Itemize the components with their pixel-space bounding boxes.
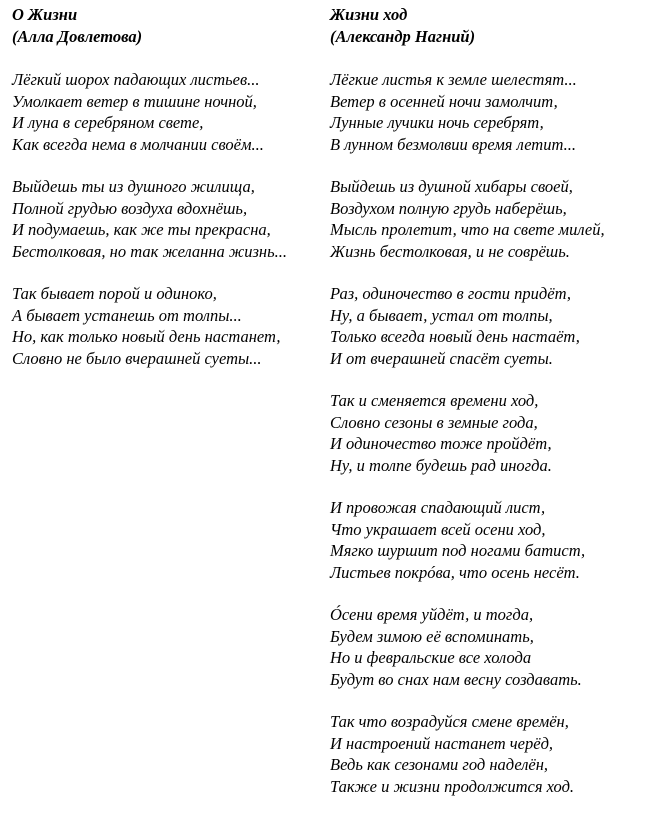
stanza xyxy=(330,390,642,476)
verse-line: Как всегда нема в молчании своём... xyxy=(12,134,264,154)
stanza xyxy=(330,711,642,797)
verse-line: И подумаешь, как же ты прекрасна, xyxy=(12,220,271,239)
verse-line: Выйдешь ты из душного жилища, xyxy=(12,177,255,196)
verse-line: Ветер в осенней ночи замолчит, xyxy=(330,91,558,111)
poem-author: (Александр Нагний) xyxy=(330,27,476,46)
verse-line: Жизнь бестолковая, и не соврёшь. xyxy=(330,241,570,261)
verse-line: Лунные лучики ночь серебрят, xyxy=(330,113,544,132)
poem-title: Жизни ход xyxy=(330,5,408,24)
poem-right xyxy=(330,4,642,818)
verse-line: Выйдешь из душной хибары своей, xyxy=(330,177,573,196)
verse-line: И луна в серебряном свете, xyxy=(12,113,204,132)
verse-line: Умолкает ветер в тишине ночной, xyxy=(12,91,257,111)
verse-line: Словно не было вчерашней суеты... xyxy=(12,348,262,368)
verse-line: И одиночество тоже пройдёт, xyxy=(330,434,552,453)
verse-line: Бестолковая, но так желанна жизнь... xyxy=(12,241,287,261)
verse-line: Раз, одиночество в гости придёт, xyxy=(330,284,572,303)
verse-line: Будем зимою её вспоминать, xyxy=(330,626,534,646)
poem-author: (Алла Довлетова) xyxy=(12,27,143,46)
verse-line: Мягко шуршит под ногами батист, xyxy=(330,541,586,560)
verse-line: Но, как только новый день настанет, xyxy=(12,327,281,346)
verse-line: Так бывает порой и одиноко, xyxy=(12,284,217,303)
verse-line: Словно сезоны в земные года, xyxy=(330,412,538,432)
stanza xyxy=(12,69,317,155)
verse-line: Мысль пролетит, что на свете милей, xyxy=(330,220,605,239)
verse-line: Только всегда новый день настаёт, xyxy=(330,327,580,346)
verse-line: И от вчерашней спасёт суеты. xyxy=(330,348,553,368)
poem-left xyxy=(12,4,317,390)
verse-line: Óсени время уйдёт, и тогда, xyxy=(330,605,534,624)
verse-line: Так и сменяется времени ход, xyxy=(330,391,539,410)
stanza xyxy=(12,283,317,369)
poem-header xyxy=(330,4,642,48)
verse-line: Будут во снах нам весну создавать. xyxy=(330,669,582,689)
verse-line: Полной грудью воздуха вдохнёшь, xyxy=(12,198,248,218)
verse-line: Также и жизни продолжится ход. xyxy=(330,776,575,796)
poem-header xyxy=(12,4,317,48)
verse-line: Но и февральские все холода xyxy=(330,648,532,667)
verse-line: Так что возрадуйся смене времён, xyxy=(330,712,569,731)
verse-line: Ну, и толпе будешь рад иногда. xyxy=(330,455,552,475)
verse-line: Что украшает всей осени ход, xyxy=(330,519,546,539)
verse-line: А бывает устанешь от толпы... xyxy=(12,305,242,325)
poem-title: О Жизни xyxy=(12,5,78,24)
verse-line: Воздухом полную грудь наберёшь, xyxy=(330,198,567,218)
verse-line: Лёгкие листья к земле шелестят... xyxy=(330,70,577,89)
verse-line: И настроений настанет черёд, xyxy=(330,733,554,753)
stanza xyxy=(12,176,317,262)
verse-line: Лёгкий шорох падающих листьев... xyxy=(12,70,260,89)
verse-line: В лунном безмолвии время летит... xyxy=(330,134,576,154)
stanza xyxy=(330,604,642,690)
verse-line: Ведь как сезонами год наделён, xyxy=(330,755,549,774)
stanza xyxy=(330,176,642,262)
verse-line: И провожая спадающий лист, xyxy=(330,498,546,517)
stanza xyxy=(330,283,642,369)
verse-line: Листьев покрóва, что осень несёт. xyxy=(330,562,580,582)
verse-line: Ну, а бывает, устал от толпы, xyxy=(330,305,553,325)
stanza xyxy=(330,497,642,583)
stanza xyxy=(330,69,642,155)
